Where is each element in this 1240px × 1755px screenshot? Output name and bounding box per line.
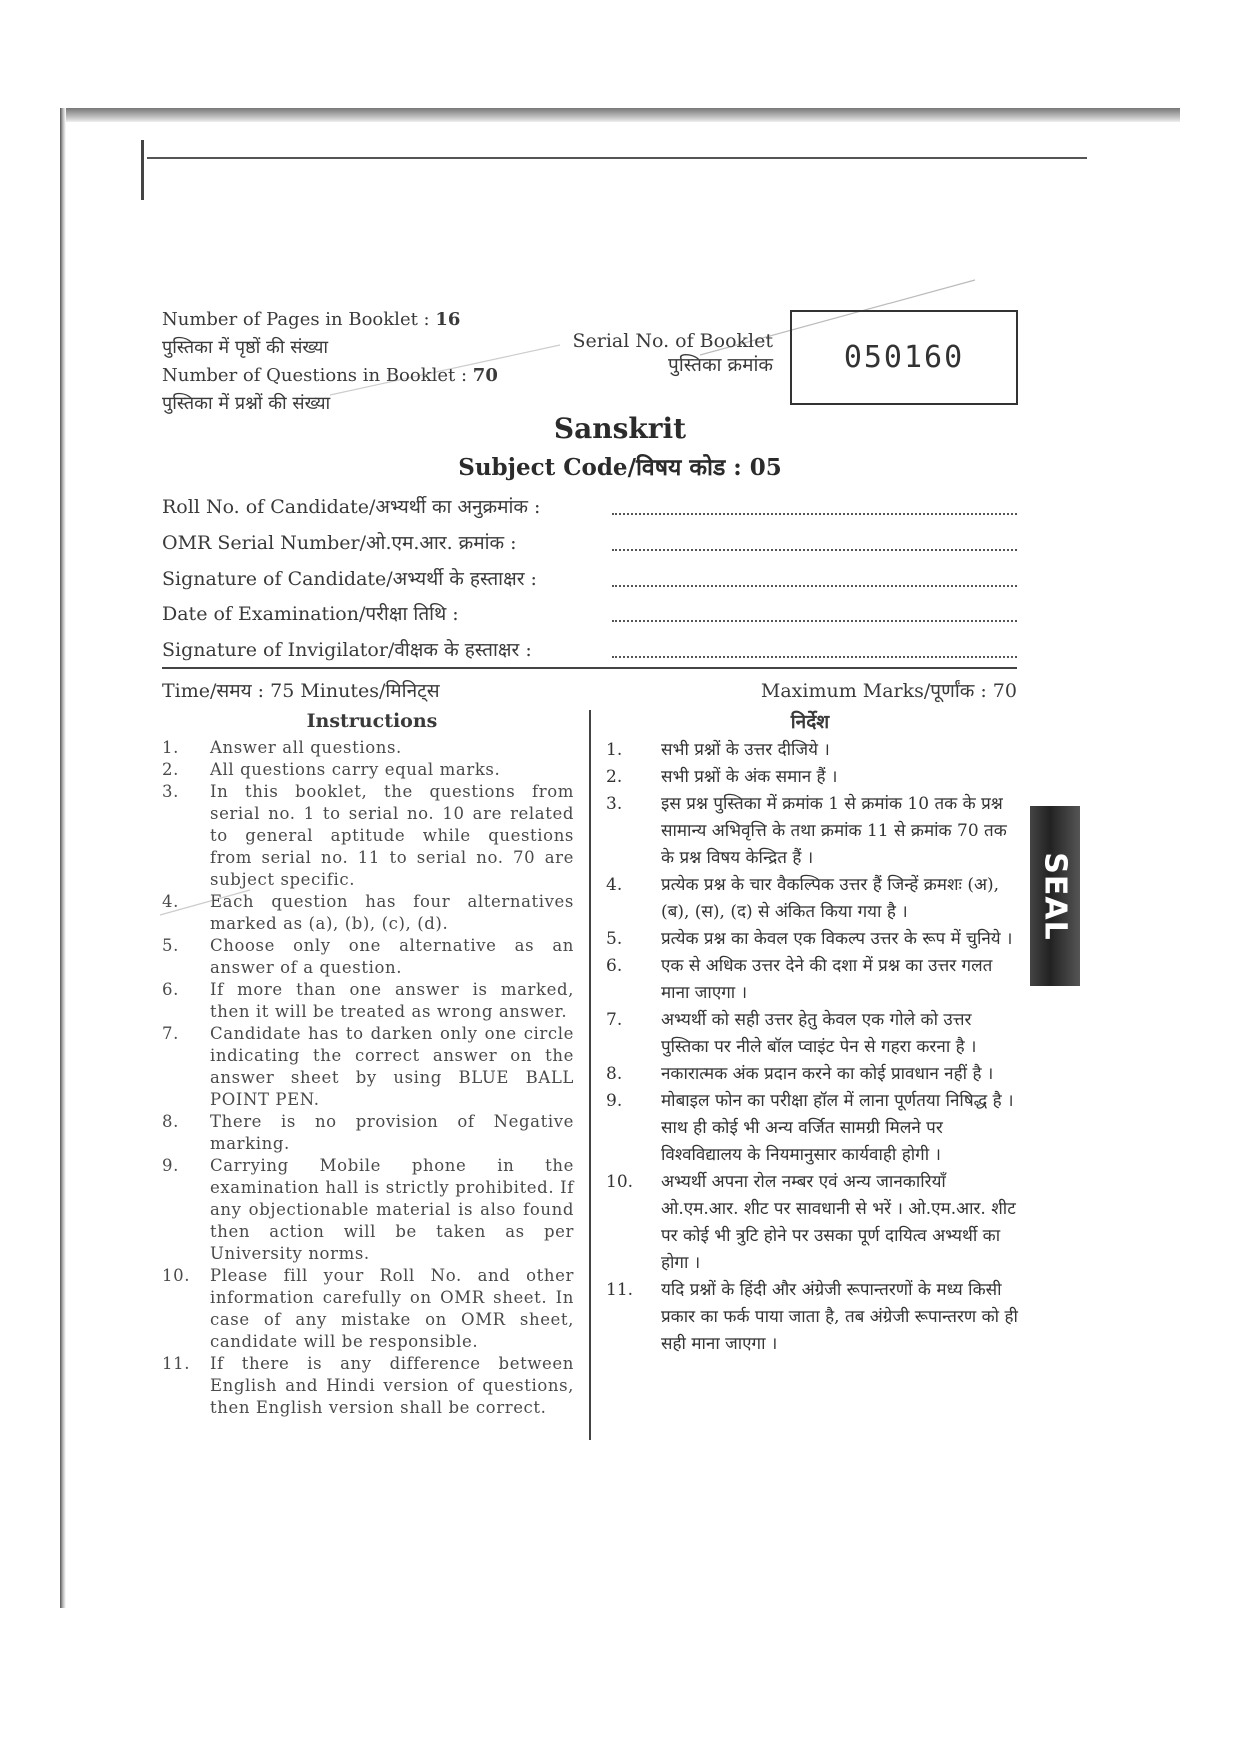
instruction-number: 7. [606,1010,623,1030]
candidate-signature-line [612,585,1017,587]
instruction-item-hindi [606,1277,1018,1358]
questions-value: 70 [472,365,498,386]
instruction-number: 6. [606,956,623,976]
instruction-number: 3. [606,794,623,814]
instruction-number: 2. [162,760,179,779]
serial-number-box [790,310,1018,405]
pages-label: Number of Pages in Booklet : [162,309,430,330]
instruction-item-hindi [606,791,1018,872]
instruction-number: 8. [606,1064,623,1084]
roll-no-field[interactable] [162,493,1017,523]
instruction-text: In this booklet, the questions from serial no. 1 to serial no. 10 are related to general aptitude while questions from serial no. 11 to serial no. 70 are subject specific. [210,782,574,889]
instruction-text-hindi: इस प्रश्न पुस्तिका में क्रमांक 1 से क्रमांक 10 तक के प्रश्न सामान्य अभिवृत्ति के तथा क्रमांक 11 से क्रमांक 70 तक के प्रश्न विषय केन्द्रित हैं । [661,794,1007,868]
pages-label-hindi: पुस्तिका में पृष्ठों की संख्या [162,337,329,358]
instruction-item [162,781,574,891]
instruction-item-hindi [606,926,1018,953]
instruction-text-hindi: अभ्यर्थी अपना रोल नम्बर एवं अन्य जानकारियाँ ओ.एम.आर. शीट पर सावधानी से भरें । ओ.एम.आर. शीट पर कोई भी त्रुटि होने पर उसका पूर्ण दायित्व अभ्यर्थी का होगा । [661,1172,1016,1273]
instruction-text: All questions carry equal marks. [210,760,501,779]
roll-no-line [612,513,1017,515]
instruction-text-hindi: यदि प्रश्नों के हिंदी और अंग्रेजी रूपान्तरणों के मध्य किसी प्रकार का फर्क पाया जाता है, तब अंग्रेजी रूपान्तरण को ही सही माना जाएगा । [661,1280,1018,1354]
roll-no-label: Roll No. of Candidate/अभ्यर्थी का अनुक्रमांक : [162,496,541,518]
instruction-text-hindi: प्रत्येक प्रश्न के चार वैकल्पिक उत्तर हैं जिन्हें क्रमशः (अ), (ब), (स), (द) से अंकित किया गया है । [661,875,1000,922]
instruction-number: 2. [606,767,623,787]
instruction-text-hindi: अभ्यर्थी को सही उत्तर हेतु केवल एक गोले को उत्तर पुस्तिका पर नीले बॉल प्वाइंट पेन से गहरा करना है । [661,1010,977,1057]
exam-max-marks: Maximum Marks/पूर्णांक : 70 [760,680,1017,702]
instruction-item-hindi [606,1061,1018,1088]
subject-code: Subject Code/विषय कोड : 05 [458,454,782,481]
instruction-text: Answer all questions. [210,738,402,757]
instruction-text: If more than one answer is marked, then it will be treated as wrong answer. [210,980,574,1021]
instructions-list-hindi [606,737,1018,1358]
pages-count [162,308,460,331]
instruction-text-hindi: सभी प्रश्नों के अंक समान हैं । [661,767,838,787]
instruction-item [162,1265,574,1353]
instruction-text-hindi: नकारात्मक अंक प्रदान करने का कोई प्रावधान नहीं है । [661,1064,994,1084]
instruction-text: Candidate has to darken only one circle indicating the correct answer on the answer sheet by using BLUE BALL POINT PEN. [210,1024,574,1109]
instruction-item [162,1023,574,1111]
serial-label-hindi: पुस्तिका क्रमांक [668,354,773,376]
candidate-signature-field[interactable] [162,565,1017,595]
instruction-item [162,1155,574,1265]
seal-label-wrap [1030,806,1080,986]
instruction-number: 5. [606,929,623,949]
invigilator-signature-label: Signature of Invigilator/वीक्षक के हस्ताक्षर : [162,639,532,661]
omr-serial-line [612,549,1017,551]
exam-date-line [612,620,1017,622]
instruction-text: There is no provision of Negative marking. [210,1112,574,1153]
subject-name: Sanskrit [553,412,687,445]
instruction-text: Choose only one alternative as an answer of a question. [210,936,574,977]
instruction-item-hindi [606,1088,1018,1169]
instruction-number: 4. [162,892,179,911]
pages-value: 16 [435,309,461,330]
instruction-item-hindi [606,953,1018,1007]
instruction-text-hindi: एक से अधिक उत्तर देने की दशा में प्रश्न का उत्तर गलत माना जाएगा । [661,956,993,1003]
questions-label: Number of Questions in Booklet : [162,365,468,386]
instruction-item-hindi [606,872,1018,926]
serial-number: 050160 [843,340,965,375]
instruction-item [162,1111,574,1155]
instruction-item-hindi [606,737,1018,764]
exam-date-label: Date of Examination/परीक्षा तिथि : [162,603,459,625]
exam-date-field[interactable] [162,600,1017,630]
instruction-number: 10. [606,1172,634,1192]
instruction-number: 6. [162,980,179,999]
serial-label: Serial No. of Booklet [572,330,773,352]
instruction-number: 10. [162,1266,191,1285]
instruction-text: Carrying Mobile phone in the examination hall is strictly prohibited. If any objectionable material is also found then action will be taken as per University norms. [210,1156,574,1263]
instruction-number: 1. [606,740,623,760]
instruction-item [162,759,574,781]
instruction-number: 9. [162,1156,179,1175]
instruction-text-hindi: सभी प्रश्नों के उत्तर दीजिये । [661,740,830,760]
instruction-item [162,891,574,935]
instructions-list-english [162,737,574,1419]
instruction-number: 3. [162,782,179,801]
section-divider [162,667,1017,669]
instruction-number: 5. [162,936,179,955]
invigilator-signature-line [612,656,1017,658]
instruction-text-hindi: प्रत्येक प्रश्न का केवल एक विकल्प उत्तर के रूप में चुनिये । [661,929,1013,949]
instruction-number: 11. [606,1280,634,1300]
instruction-item [162,737,574,759]
instruction-number: 8. [162,1112,179,1131]
candidate-signature-label: Signature of Candidate/अभ्यर्थी के हस्ताक्षर : [162,568,537,590]
instruction-item [162,1353,574,1419]
instruction-text-hindi: मोबाइल फोन का परीक्षा हॉल में लाना पूर्णतया निषिद्ध है । साथ ही कोई भी अन्य वर्जित सामग्री मिलने पर विश्वविद्यालय के नियमानुसार कार्यवाही होगी । [661,1091,1014,1165]
instruction-text: Please fill your Roll No. and other information carefully on OMR sheet. In case of any mistake on OMR sheet, candidate will be responsible. [210,1266,574,1351]
instruction-item-hindi [606,764,1018,791]
seal-label: SEAL [1037,851,1073,941]
instruction-number: 11. [162,1354,191,1373]
questions-count [162,364,498,387]
instruction-item [162,935,574,979]
instruction-text: If there is any difference between English and Hindi version of questions, then English version shall be correct. [210,1354,574,1417]
instruction-text: Each question has four alternatives marked as (a), (b), (c), (d). [210,892,574,933]
instruction-number: 7. [162,1024,179,1043]
omr-serial-field[interactable] [162,529,1017,559]
instructions-heading: Instructions [306,710,438,732]
instruction-item [162,979,574,1023]
instruction-number: 9. [606,1091,623,1111]
questions-label-hindi: पुस्तिका में प्रश्नों की संख्या [162,393,331,414]
instruction-number: 4. [606,875,623,895]
exam-time: Time/समय : 75 Minutes/मिनिट्स [162,680,440,702]
invigilator-signature-field[interactable] [162,636,1017,666]
instructions-heading-hindi: निर्देश [790,711,830,733]
instruction-item-hindi [606,1169,1018,1277]
omr-serial-label: OMR Serial Number/ओ.एम.आर. क्रमांक : [162,532,517,554]
instruction-number: 1. [162,738,179,757]
column-divider [589,710,591,1440]
instruction-item-hindi [606,1007,1018,1061]
